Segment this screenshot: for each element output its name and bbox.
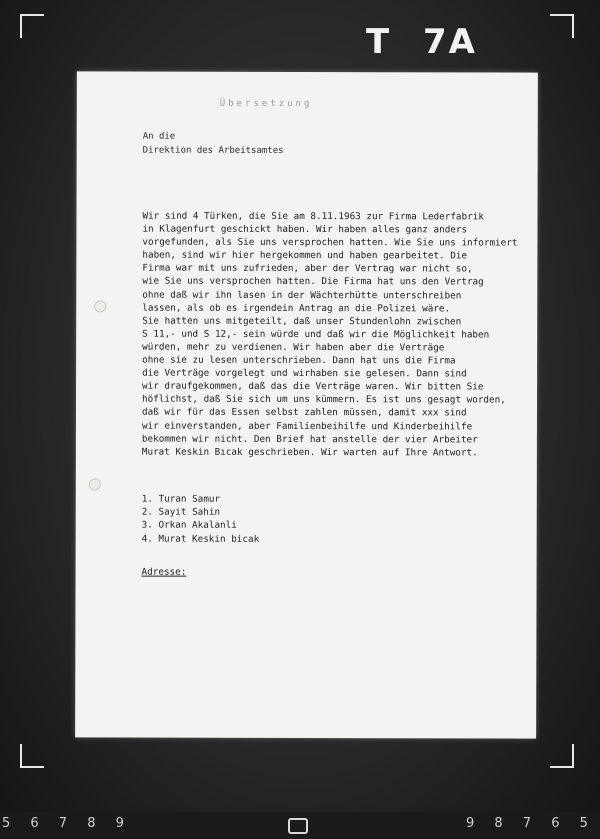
body-line: daß wir für das Essen selbst zahlen müssen, damit xxx sind [141,406,467,419]
signatory-item: 4. Murat Keskin bicak [141,533,260,545]
recipient-block [143,130,284,158]
signatory-item: 1. Turan Samur [141,493,221,505]
document-title: Übersetzung [219,98,313,110]
body-line: in Klagenfurt geschickt haben. Wir haben alles ganz anders [142,223,468,236]
signatory-item: 3. Orkan Akalanli [141,519,237,532]
body-line: Firma war mit uns zufrieden, aber der Vertrag war nicht so, [142,262,473,275]
punch-hole [89,478,101,490]
signatory-list [142,493,260,546]
frame-corner-top-left [20,14,44,38]
body-line: bekommen wir nicht. Den Brief hat anstelle der vier Arbeiter [141,433,478,446]
body-line: Murat Keskin Bıcak geschrieben. Wir warten auf Ihre Antwort. [141,446,478,459]
frame-corner-bottom-left [20,744,44,768]
body-line: haben, sind wir hier hergekommen und haben gearbeitet. Die [142,249,468,262]
document-page [75,71,538,738]
punch-hole [94,300,106,312]
frame-corner-bottom-right [550,744,574,768]
signatory-item: 2. Sayit Sahin [141,506,221,518]
body-line: Sie hatten uns mitgeteilt, daß unser Stundenlohn zwischen [142,315,462,328]
body-line: Wir sind 4 Türken, die Sie am 8.11.1963 zur Firma Lederfabrik [142,210,484,223]
edge-numbers-left: 5 6 7 8 9 [2,816,132,831]
body-line: würden, mehr zu verdienen. Wir haben aber die Verträge [142,341,445,354]
frame-corner-top-right [550,14,574,38]
body-line: S 11,- und S 12,- sein würde und daß wir die Möglichkeit haben [142,328,490,341]
body-line: höflichst, daß Sie sich um uns kümmern. Es ist uns gesagt worden, [141,393,506,406]
body-line: vorgefunden, als Sie uns versprochen hatten. Wie Sie uns informiert [142,236,518,249]
body-line: lassen, als ob es irgendein Antrag an die Polizei wäre. [142,302,451,315]
recipient-line: Direktion des Arbeitsamtes [142,145,284,156]
body-line: ohne sie zu lesen unterschrieben. Dann hat uns die Firma [142,354,456,367]
film-center-mark [288,818,308,834]
frame-label: T 7A [366,22,477,62]
body-line: wir draufgekommen, daß das die Verträge waren. Wir bitten Sie [142,380,484,393]
body-line: wir einverstanden, aber Familienbeihilfe und Kinderbeihilfe [141,420,473,432]
body-line: ohne daß wir ihn lasen in der Wächterhütte unterschreiben [142,289,462,301]
address-label: Adresse: [141,566,187,578]
letter-body [142,210,533,460]
edge-numbers-right: 9 8 7 6 5 [466,816,596,831]
recipient-line: An die [142,131,176,142]
body-line: wie Sie uns versprochen hatten. Die Firma hat uns den Vertrag [142,276,484,288]
body-line: die Verträge vorgelegt und wirhaben sie gelesen. Dann sind [142,367,467,380]
